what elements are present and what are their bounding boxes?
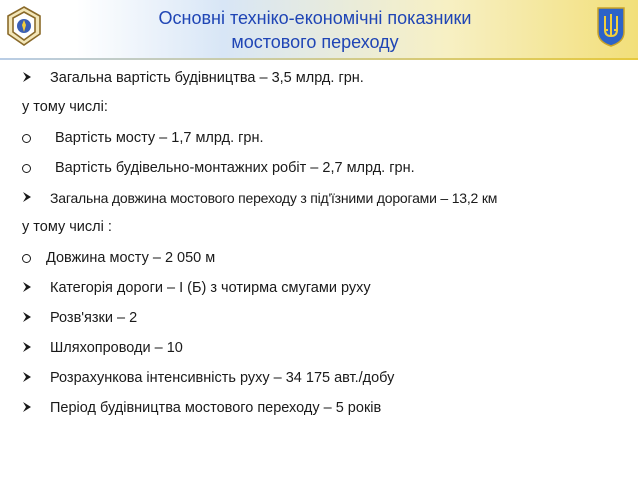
list-item [0, 368, 638, 390]
arrow-bullet-icon [22, 401, 32, 413]
list-item [0, 128, 638, 150]
list-item-text: Категорія дороги – І (Б) з чотирма смугами руху [50, 280, 371, 296]
list-item-text: Розрахункова інтенсивність руху – 34 175 авт./добу [50, 370, 395, 386]
list-item-text: Шляхопроводи – 10 [50, 340, 183, 356]
list-item [0, 278, 638, 300]
list-item-text: Період будівництва мостового переходу – 5 років [50, 400, 382, 416]
arrow-bullet-icon [22, 281, 32, 293]
ministry-emblem-icon [4, 4, 44, 48]
list-item [0, 158, 638, 180]
arrow-bullet-icon [22, 311, 32, 323]
list-item-text: у тому числі : [22, 219, 112, 235]
list-item [0, 398, 638, 420]
circle-bullet-icon [22, 254, 31, 263]
circle-bullet-icon [22, 164, 31, 173]
title-line-2: мостового переходу [231, 32, 399, 52]
list-item [0, 97, 638, 119]
list-item [0, 188, 638, 210]
arrow-bullet-icon [22, 341, 32, 353]
list-item-text: Вартість мосту – 1,7 млрд. грн. [55, 130, 264, 146]
list-item-text: Довжина мосту – 2 050 м [46, 250, 216, 266]
trident-coat-of-arms-icon [596, 6, 626, 48]
arrow-bullet-icon [22, 71, 32, 83]
slide-header [0, 0, 638, 60]
list-item [0, 217, 638, 239]
list-item-text: Загальна вартість будівництва – 3,5 млрд. грн. [50, 70, 364, 86]
list-item [0, 68, 638, 90]
arrow-bullet-icon [22, 371, 32, 383]
title-line-1: Основні техніко-економічні показники [158, 8, 472, 28]
circle-bullet-icon [22, 134, 31, 143]
list-item-text: Загальна довжина мостового переходу з під'їзними дорогами – 13,2 км [50, 190, 498, 206]
arrow-bullet-icon [22, 191, 32, 203]
header-divider [0, 58, 638, 60]
list-item [0, 308, 638, 330]
list-item [0, 338, 638, 360]
page-title [60, 6, 570, 54]
list-item [0, 248, 638, 270]
list-item-text: у тому числі: [22, 99, 108, 115]
list-item-text: Розв'язки – 2 [50, 310, 138, 326]
list-item-text: Вартість будівельно-монтажних робіт – 2,7 млрд. грн. [55, 160, 415, 176]
